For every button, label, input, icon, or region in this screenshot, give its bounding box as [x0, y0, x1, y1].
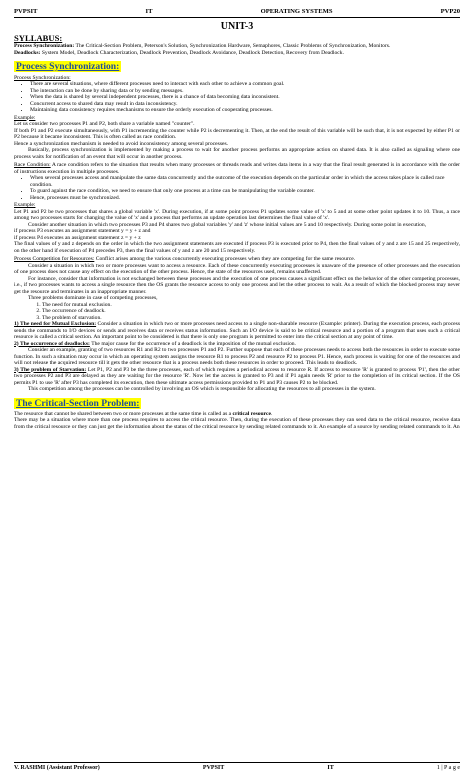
paragraph: There may be a situation where more than one process requires to access the critical resource. Then, during the execution of these processes they can send data to the critical resource, receive data from the critical resource or they can just get the information about the status of the critical resource by sending related commands to it. An example of a source by sending related commands to it. An: [14, 417, 460, 430]
race-condition-text: A race condition refers to the situation that results when many processes or threads reads and writes data items in a way that the final result generated is in accordance with the order of instructions execution in multiple processes.: [14, 162, 460, 175]
header-college: PVPSIT: [14, 8, 38, 15]
section-heading-process-sync: Process Synchronization:: [16, 61, 120, 72]
critical-resource-term: critical resource: [232, 410, 272, 417]
deadlock-label: 2) The occurrence of deadlocks:: [14, 340, 90, 347]
paragraph: If both P1 and P2 execute simultaneously, with P1 incrementing the counter while P2 is decrementing it. Then, at the end the result of this variable will be such that, it is not expected by either P1 or P2 because it became inconsistent. This is often called as race condition.: [14, 127, 460, 140]
mutual-exclusion-text: Consider a situation in which two or more processes need access to a single non-sharable resource (Example: printer). During the execution process, each process sends the commands to I/O devices or sends and receives data or receives status information. Such an I/O device is said to be critical resource and a portion of a program that uses such a critical resource is called a critical section. An important point to be considered is that there is only one program is permitted to enter into the critical section at any point of time.: [14, 321, 460, 340]
subheading: Process Synchronization:: [14, 75, 71, 81]
competition-label: Process Competition for Resources:: [14, 256, 95, 262]
header-code: PVP20: [440, 8, 460, 15]
mutual-exclusion-paragraph: [14, 321, 460, 341]
process-sync-bullets: [14, 81, 460, 114]
bullet-item: • Concurrent access to shared data may result in data inconsistency.: [30, 101, 460, 108]
race-condition-label: Race Condition:: [14, 162, 51, 168]
problems-list: [14, 302, 460, 322]
example-label: Example:: [14, 114, 36, 121]
footer-dept: IT: [327, 765, 334, 771]
bullet-item: • There are several situations, where different processes need to interact with each other to achieve a common goal.: [30, 81, 460, 88]
bullet-item: • Maintaining data consistency requires mechanisms to ensure the orderly execution of cooperating processes.: [30, 107, 460, 114]
starvation-paragraph: [14, 367, 460, 387]
paragraph-text: The resource that cannot be shared between two or more processes at the same time is called as a: [14, 410, 233, 417]
list-item: 1. The need for mutual exclusion.: [42, 302, 460, 309]
syllabus-label: Deadlocks:: [14, 49, 41, 56]
paragraph: Let us consider two processes P1 and P2, both share a variable named "counter".: [14, 121, 195, 127]
example-label: Example:: [14, 202, 36, 208]
paragraph: Three problems dominate in case of competing processes,: [28, 295, 158, 301]
syllabus-text: System Model, Deadlock Characterization, Deadlock Prevention, Deadlock Avoidance, Deadlock Detection, Recovery from Deadlock.: [40, 49, 344, 56]
bullet-item: • Hence, processes must be synchronized.: [30, 195, 460, 202]
syllabus-heading: SYLLABUS:: [14, 33, 63, 43]
paragraph: Consider another situation in which two processes P3 and P4 shares two global variables 'y' and 'z' whose initial values are 5 and 10 respectively. During some point in execution,: [28, 221, 427, 228]
race-condition-paragraph: [14, 162, 460, 175]
syllabus-label: Process Synchronization:: [14, 43, 75, 49]
page-footer: [14, 762, 460, 771]
paragraph-text: .: [271, 410, 273, 417]
paragraph: if process P4 executes an assignment statement z = y + z: [14, 234, 141, 241]
paragraph: The final values of y and z depends on the order in which the two assignment statements are executed if process P3 is executed prior to P4, then the final values of y and z are 15 and 25 respectively, on the other hand if execution of P4 precedes P3, then the final values of y and z are 20 and 15 respectively.: [14, 241, 460, 254]
paragraph: Consider a situation in which two or more processes want to access a resource. Each of these concurrently executing processes is unaware of the presence of other processes and the execution of one process does not cause any effect on the execution of the other process. Hence, the state of the resources used, remains unaffected.: [14, 262, 460, 275]
bullet-item: • To guard against the race condition, we need to ensure that only one process at a time can be manipulating the variable counter.: [30, 188, 460, 195]
footer-page-number: 1 | P a g e: [436, 765, 460, 771]
paragraph: Let P1 and P2 be two processes that shares a global variable 'x'. During execution, if at some point process P1 updates some value of 'x' to 5 and at some other point updates it to 10. Thus, a race among two processes starts for changing the value of 'x' and a process that performs an update operation last determines the final value of 'x'.: [14, 208, 460, 221]
section-heading-critical-section: The Critical-Section Problem:: [16, 397, 140, 409]
starvation-label: 3) The problem of Starvation:: [14, 366, 87, 373]
header-subject: OPERATING SYSTEMS: [260, 8, 333, 15]
footer-college: PVPSIT: [202, 765, 225, 771]
footer-author: V. RASHMI (Assistant Professor): [14, 765, 100, 771]
paragraph: This competition among the processes can be controlled by involving an OS which is responsible for allocating the resources to all processes in the system.: [28, 386, 376, 392]
paragraph: if process P3 executes an assignment statement y = y + z and: [14, 228, 151, 234]
deadlock-text: The major cause for the occurrence of a deadlock is the imposition of the mutual exclusion.: [89, 340, 296, 347]
paragraph: For instance, consider that information is not exchanged between these processes and the execution of one process causes a significant effect on the behavior of the other competing processes, i.e., if two processes wants to access a single resource then the OS grants the resource access to only one process and let the other process to wait. As a result of which the blocked process may never get the resource and terminates in an inappropriate manner.: [14, 275, 460, 295]
starvation-text: Let P1, P2 and P3 be the three processes, each of which requires a periodical access to resource R. If access to resource 'R' is granted to process 'P1', then the other two processes P2 and P3 are delayed as they are waiting for the resource 'R'. Now let the access is granted to P3 and if P1 again needs 'R' prior to the completion of its critical section. If the OS permits P1 to use 'R' after P3 has completed its execution, then these ultimate access permissions provided to P1 and P3 causes P2 to be blocked.: [14, 366, 460, 386]
race-bullets: [14, 175, 460, 201]
bullet-item: • The interaction can be done by sharing data or by sending messages.: [30, 88, 460, 95]
paragraph: Basically, process synchronization is implemented by making a process to wait for another process performs an appropriate action on shared data. It is also called as signaling where one process waits for notification of an event that will occur in another process.: [14, 147, 460, 160]
paragraph: Hence a synchronization mechanism is needed to avoid inconsistency among several processes.: [14, 140, 229, 147]
list-item: 3. The problem of starvation.: [42, 315, 460, 322]
bullet-item: • When the data is shared by several independent processes, there is a chance of data becoming data inconsistent.: [30, 94, 460, 101]
syllabus-text: The Critical-Section Problem, Peterson's Solution, Synchronization Hardware, Semaphores, Classic Problems of Synchronization, Monitors.: [74, 43, 391, 49]
competition-text: Conflict arises among the various concurrently executing processes when they are competing for the same resource.: [94, 256, 356, 262]
header-dept: IT: [145, 8, 153, 15]
bullet-item: • When several processes access and manipulate the same data concurrently and the outcome of the execution depends on the particular order in which the access takes place is called race condition.: [30, 175, 460, 188]
mutual-exclusion-label: 1) The need for Mutual Exclusion:: [14, 321, 97, 327]
page-header: [14, 0, 460, 18]
paragraph: Consider an example, granting of two resources R1 and R2 to two processes P1 and P2. Further suppose that each of these processes needs to access both the resources in order to execute some function. In such a situation may occur in which an operating system assigns the resource R1 to process P2 and resource P2 to process P1. Hence, each process is waiting for one of the resources and will not release the acquired resource till it gets the other resource that is a process needs both these resources in order to proceed. This leads to deadlock.: [14, 347, 460, 366]
unit-title: UNIT-3: [220, 21, 254, 32]
list-item: 2. The occurrence of deadlock.: [42, 308, 460, 315]
